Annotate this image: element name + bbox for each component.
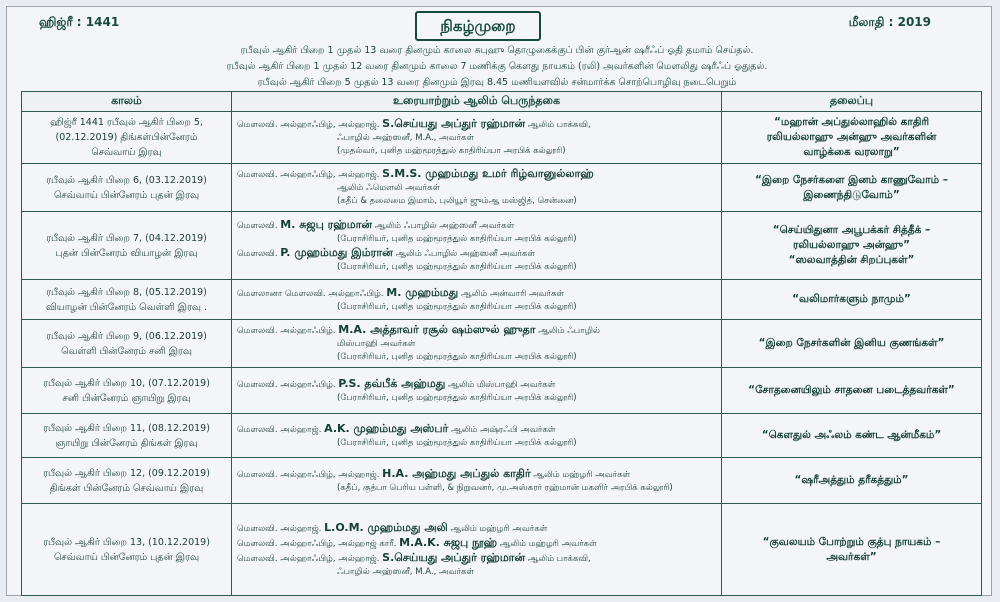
table-row — [22, 164, 982, 212]
speaker-line — [237, 167, 716, 182]
speaker-post: (பேராசிரியர், புனித மஹ்மூரத்துல் காதிரிய்யா அரபிக் கல்லூரி) — [337, 352, 577, 362]
speaker-post: ஆலிம் மஹ்ழரி அவர்கள் — [499, 538, 597, 549]
row-speaker-cell — [232, 368, 722, 414]
column-header-topic: தலைப்பு — [722, 92, 982, 112]
speaker-pre: மௌலவி. அல்ஹாஃபிழ், அல்ஹாஜ். — [237, 553, 380, 564]
column-header-time: காலம் — [22, 92, 232, 112]
gregorian-year: மீலாதி : 2019 — [848, 15, 931, 29]
speaker-line — [237, 392, 716, 405]
speaker-post: மிஸ்பாஹி அவர்கள் — [337, 339, 416, 349]
speaker-post: ஆலிம் பாக்கவி, — [527, 120, 591, 130]
date-line: வெள்ளி பின்னேரம் சனி இரவு — [61, 345, 192, 357]
row-date-cell — [22, 368, 232, 414]
speaker-line — [237, 482, 716, 495]
table-header-row — [22, 92, 982, 112]
topic-line: ரலியல்லாஹு அன்ஹு” — [792, 239, 911, 251]
topic-line: “இறை நேசர்களை இனம் காணுவோம் – — [755, 173, 948, 186]
speaker-post: (பேராசிரியர், புனித மஹ்மூரத்துல் காதிரிய்யா அரபிக் கல்லூரி) — [337, 233, 577, 244]
notice-line: ரபீவுல் ஆகிர் பிறை 5 முதல் 13 வரை தினமும் இரவு 8.45 மணியளவில் சன்மார்க்க சொற்பொழிவு நடைபெறும் — [257, 77, 737, 88]
topic-line: “செய்யிதுனா அபூபக்கர் சித்தீக் – — [772, 224, 931, 236]
row-topic-cell — [722, 368, 982, 414]
notice-line: ரபீவுல் ஆகிர் பிறை 1 முதல் 12 வரை தினமும் காலை 7 மணிக்கு கௌது நாயகம் (ரலி) அவர்களின் மௌலிது ஷரீஃப் ஓதுதல். — [226, 61, 768, 72]
date-line: புதன் பின்னேரம் வியாழன் இரவு — [55, 247, 198, 259]
hijri-year: ஹிஜ்ரீ : 1441 — [39, 15, 120, 29]
date-line: சனி பின்னேரம் ஞாயிறு இரவு — [62, 392, 191, 404]
date-line: ரபீவுல் ஆகிர் பிறை 6, (03.12.2019) — [46, 174, 207, 186]
speaker-line — [237, 551, 716, 566]
topic-line: அவர்கள்” — [826, 550, 877, 563]
speaker-line — [237, 246, 716, 261]
speaker-name: M.A. அத்தாவர் ரசூல் ஷம்ஸுல் ஹுதா — [338, 323, 536, 336]
speaker-name: L.O.M. முஹம்மது அலி — [324, 520, 448, 534]
table-row — [22, 368, 982, 414]
speaker-post: ஆலிம் பாக்கவி, — [527, 553, 591, 564]
date-line: ரபீவுல் ஆகிர் பிறை 7, (04.12.2019) — [46, 232, 207, 244]
speaker-post: ஃபாழில் அஹ்ஸனீ, M.A., அவர்கள் — [337, 566, 475, 577]
row-speaker-cell — [232, 280, 722, 320]
topic-line: “சோதனையிலும் சாதனை படைத்தவர்கள்” — [748, 384, 955, 396]
date-line: ஹிஜ்ரீ 1441 ரபீவுல் ஆகிர் பிறை 5, — [50, 117, 203, 128]
date-line: ரபீவுல் ஆகிர் பிறை 10, (07.12.2019) — [43, 377, 210, 389]
row-topic-cell — [722, 414, 982, 458]
speaker-pre: மௌலவி. அல்ஹாஃபிழ், அல்ஹாஜ். — [237, 170, 380, 180]
speaker-name: S.செய்யது அப்துர் ரஹ்மான் — [382, 117, 526, 130]
date-line: (02.12.2019) திங்கள்பின்னேரம் — [55, 132, 198, 143]
speaker-line — [237, 286, 716, 301]
speaker-pre: மௌலவி. அல்ஹாஜ். — [237, 424, 322, 435]
topic-line: வாழ்க்கை வரலாறு” — [803, 146, 900, 158]
date-line: ரபீவுல் ஆகிர் பிறை 9, (06.12.2019) — [46, 330, 207, 342]
speaker-post: (பேராசிரியர், புனித மஹ்மூரத்துல் காதிரிய்யா அரபிக் கல்லூரி) — [337, 392, 577, 403]
topic-line: “மஹான் அப்துல்லாஹில் காதிரி — [773, 116, 930, 128]
speaker-line — [237, 467, 716, 482]
speaker-post: ஆலிம் மிஸ்பாஹி அவர்கள் — [447, 379, 556, 390]
table-row — [22, 280, 982, 320]
row-speaker-cell — [232, 414, 722, 458]
speaker-name: H.A. அஹ்மது அப்துல் காதிர் — [382, 466, 531, 480]
speaker-post: ஆலிம் ஃபாழில் — [538, 326, 600, 336]
schedule-table — [21, 91, 982, 596]
speaker-pre: மௌலவி. — [237, 220, 278, 231]
row-speaker-cell — [232, 458, 722, 504]
speaker-line — [237, 132, 716, 145]
topic-line: “கௌதுல் அஃலம் கண்ட ஆன்மீகம்” — [761, 429, 942, 441]
row-date-cell — [22, 280, 232, 320]
row-speaker-cell — [232, 320, 722, 368]
column-header-speaker: உரையாற்றும் ஆலிம் பெருந்தகை — [232, 92, 722, 112]
speaker-line — [237, 351, 716, 364]
speaker-name: P.S. தவ்பீக் அஹ்மது — [338, 376, 446, 390]
speaker-line — [237, 301, 716, 314]
speaker-name: P. முஹம்மது இம்ரான் — [280, 245, 393, 259]
speaker-pre: மௌலவி. அல்ஹாஜ். — [237, 523, 322, 534]
speaker-post: (முதல்வர், புனித மஹ்மூரத்துல் காதிரிய்யா அரபிக் கல்லூரி) — [337, 146, 566, 156]
date-line: ரபீவுல் ஆகிர் பிறை 13, (10.12.2019) — [43, 536, 210, 548]
topic-line: “இறை நேசர்களின் இனிய குணங்கள்” — [758, 337, 945, 349]
speaker-line — [237, 566, 716, 579]
speaker-line — [237, 218, 716, 233]
table-row — [22, 414, 982, 458]
speaker-line — [237, 117, 716, 132]
date-line: திங்கள் பின்னேரம் செவ்வாய் இரவு — [49, 482, 204, 494]
speaker-line — [237, 233, 716, 246]
row-topic-cell — [722, 280, 982, 320]
speaker-line — [237, 182, 716, 195]
row-topic-cell — [722, 112, 982, 164]
speaker-line — [237, 323, 716, 338]
speaker-post: ஆலிம் மஹ்ழரி அவர்கள் — [533, 469, 631, 480]
table-row — [22, 320, 982, 368]
speaker-line — [237, 338, 716, 351]
row-topic-cell — [722, 212, 982, 280]
program-sheet — [6, 6, 992, 596]
row-speaker-cell — [232, 504, 722, 596]
speaker-name: S.செய்யது அப்துர் ரஹ்மான் — [382, 550, 526, 564]
date-line: ரபீவுல் ஆகிர் பிறை 8, (05.12.2019) — [46, 286, 207, 298]
topic-line: “வலிமார்களும் நாமும்” — [792, 293, 911, 305]
speaker-pre: மௌலவி. அல்ஹாஃபிழ். — [237, 326, 336, 336]
speaker-name: M. முஹம்மது — [386, 285, 459, 299]
speaker-post: ஆலிம் ஃமௌலி அவர்கள் — [337, 183, 441, 193]
speaker-pre: மௌலவி. அல்ஹாஃபிழ், அல்ஹாஜ். — [237, 120, 380, 130]
row-topic-cell — [722, 458, 982, 504]
row-speaker-cell — [232, 164, 722, 212]
speaker-line — [237, 437, 716, 450]
row-topic-cell — [722, 320, 982, 368]
row-date-cell — [22, 164, 232, 212]
topic-line: “ஷரீஅத்தும் தரீகத்தும்” — [794, 474, 909, 486]
speaker-line — [237, 422, 716, 437]
row-date-cell — [22, 458, 232, 504]
topic-line: “ஸலவாத்தின் சிறப்புகள்” — [788, 254, 915, 266]
row-speaker-cell — [232, 212, 722, 280]
date-line: ரபீவுல் ஆகிர் பிறை 11, (08.12.2019) — [43, 422, 210, 434]
speaker-pre: மௌலவி. அல்ஹாஃபிழ். — [237, 379, 336, 390]
speaker-pre: மௌலவி. — [237, 248, 278, 259]
speaker-name: S.M.S. முஹம்மது உமர் ரிழ்வானுல்லாஹ் — [382, 167, 594, 180]
speaker-line — [237, 521, 716, 536]
speaker-post: ஆலிம் மஹ்ழரி அவர்கள் — [450, 523, 548, 534]
table-row — [22, 458, 982, 504]
topic-line: ரலியல்லாஹு அன்ஹு அவர்களின் — [766, 131, 937, 143]
row-date-cell — [22, 212, 232, 280]
date-line: செவ்வாய் பின்னேரம் புதன் இரவு — [53, 551, 200, 563]
speaker-line — [237, 377, 716, 392]
page-title: நிகழ்முறை — [415, 11, 541, 41]
speaker-name: M.A.K. சுஜபு நூஹ் — [399, 535, 498, 549]
date-line: ஞாயிறு பின்னேரம் திங்கள் இரவு — [55, 437, 198, 449]
speaker-pre: மௌலவி. அல்ஹாஃபிழ், அல்ஹாஜ் காரீ. — [237, 538, 397, 549]
speaker-pre: மௌலானா மௌலவி. அல்ஹாஃபிழ். — [237, 288, 384, 299]
table-row — [22, 504, 982, 596]
date-line: ரபீவுல் ஆகிர் பிறை 12, (09.12.2019) — [43, 467, 210, 479]
notice-line: ரபீவுல் ஆகிர் பிறை 1 முதல் 13 வரை தினமும் காலை சுபுஹு தொழுகைக்குப் பின் குர்ஆன் ஷரீஃப் ஓதி தமாம் செய்தல். — [240, 45, 754, 56]
speaker-post: (கதீப் & தலைமை இமாம், புலியூர் ஜும்ஆ மஸ்ஜித், சென்னை) — [337, 196, 577, 206]
row-topic-cell — [722, 164, 982, 212]
speaker-post: ஆலிம் அன்வாரி அவர்கள் — [460, 288, 565, 299]
date-line: செவ்வாய் இரவு — [91, 147, 162, 158]
topic-line: இணைந்திடுவோம்” — [803, 188, 900, 201]
speaker-post: (கதீப், குத்பா பெரிய பள்ளி, & நிறுவனர், மு.அஸ்கரர் ரஹ்மான் மகளிர் அரபிக் கல்லூரி) — [337, 482, 673, 493]
table-row — [22, 212, 982, 280]
row-date-cell — [22, 320, 232, 368]
row-topic-cell — [722, 504, 982, 596]
speaker-post: (பேராசிரியர், புனித மஹ்மூரத்துல் காதிரிய்யா அரபிக் கல்லூரி) — [337, 437, 577, 448]
topic-line: “குவலயம் போற்றும் குத்பு நாயகம் – — [762, 535, 941, 548]
speaker-name: M. சுஜபு ரஹ்மான் — [280, 217, 373, 231]
speaker-line — [237, 536, 716, 551]
speaker-post: ஃபாழில் அஹ்ஸனீ, M.A., அவர்கள் — [337, 133, 475, 143]
speaker-line — [237, 145, 716, 158]
speaker-pre: மௌலவி. அல்ஹாஃபிழ், அல்ஹாஜ். — [237, 469, 380, 480]
row-date-cell — [22, 112, 232, 164]
speaker-post: ஆலிம் ஃபாழில் அஹ்ஸனீ அவர்கள் — [374, 220, 515, 231]
date-line: செவ்வாய் பின்னேரம் புதன் இரவு — [53, 189, 200, 201]
speaker-post: ஆலிம் அஷ்ரஃபி அவர்கள் — [451, 424, 556, 435]
row-date-cell — [22, 504, 232, 596]
row-date-cell — [22, 414, 232, 458]
speaker-post: ஆலிம் ஃபாழில் அஹ்ஸனீ அவர்கள் — [395, 248, 536, 259]
speaker-line — [237, 195, 716, 208]
speaker-name: A.K. முஹம்மது அஸ்பர் — [324, 421, 449, 435]
date-line: வியாழன் பின்னேரம் வெள்ளி இரவு . — [45, 301, 208, 313]
speaker-post: (பேராசிரியர், புனித மஹ்மூரத்துல் காதிரிய்யா அரபிக் கல்லூரி) — [337, 301, 577, 312]
speaker-line — [237, 261, 716, 274]
table-row — [22, 112, 982, 164]
speaker-post: (பேராசிரியர், புனித மஹ்மூரத்துல் காதிரிய்யா அரபிக் கல்லூரி) — [337, 261, 577, 272]
row-speaker-cell — [232, 112, 722, 164]
